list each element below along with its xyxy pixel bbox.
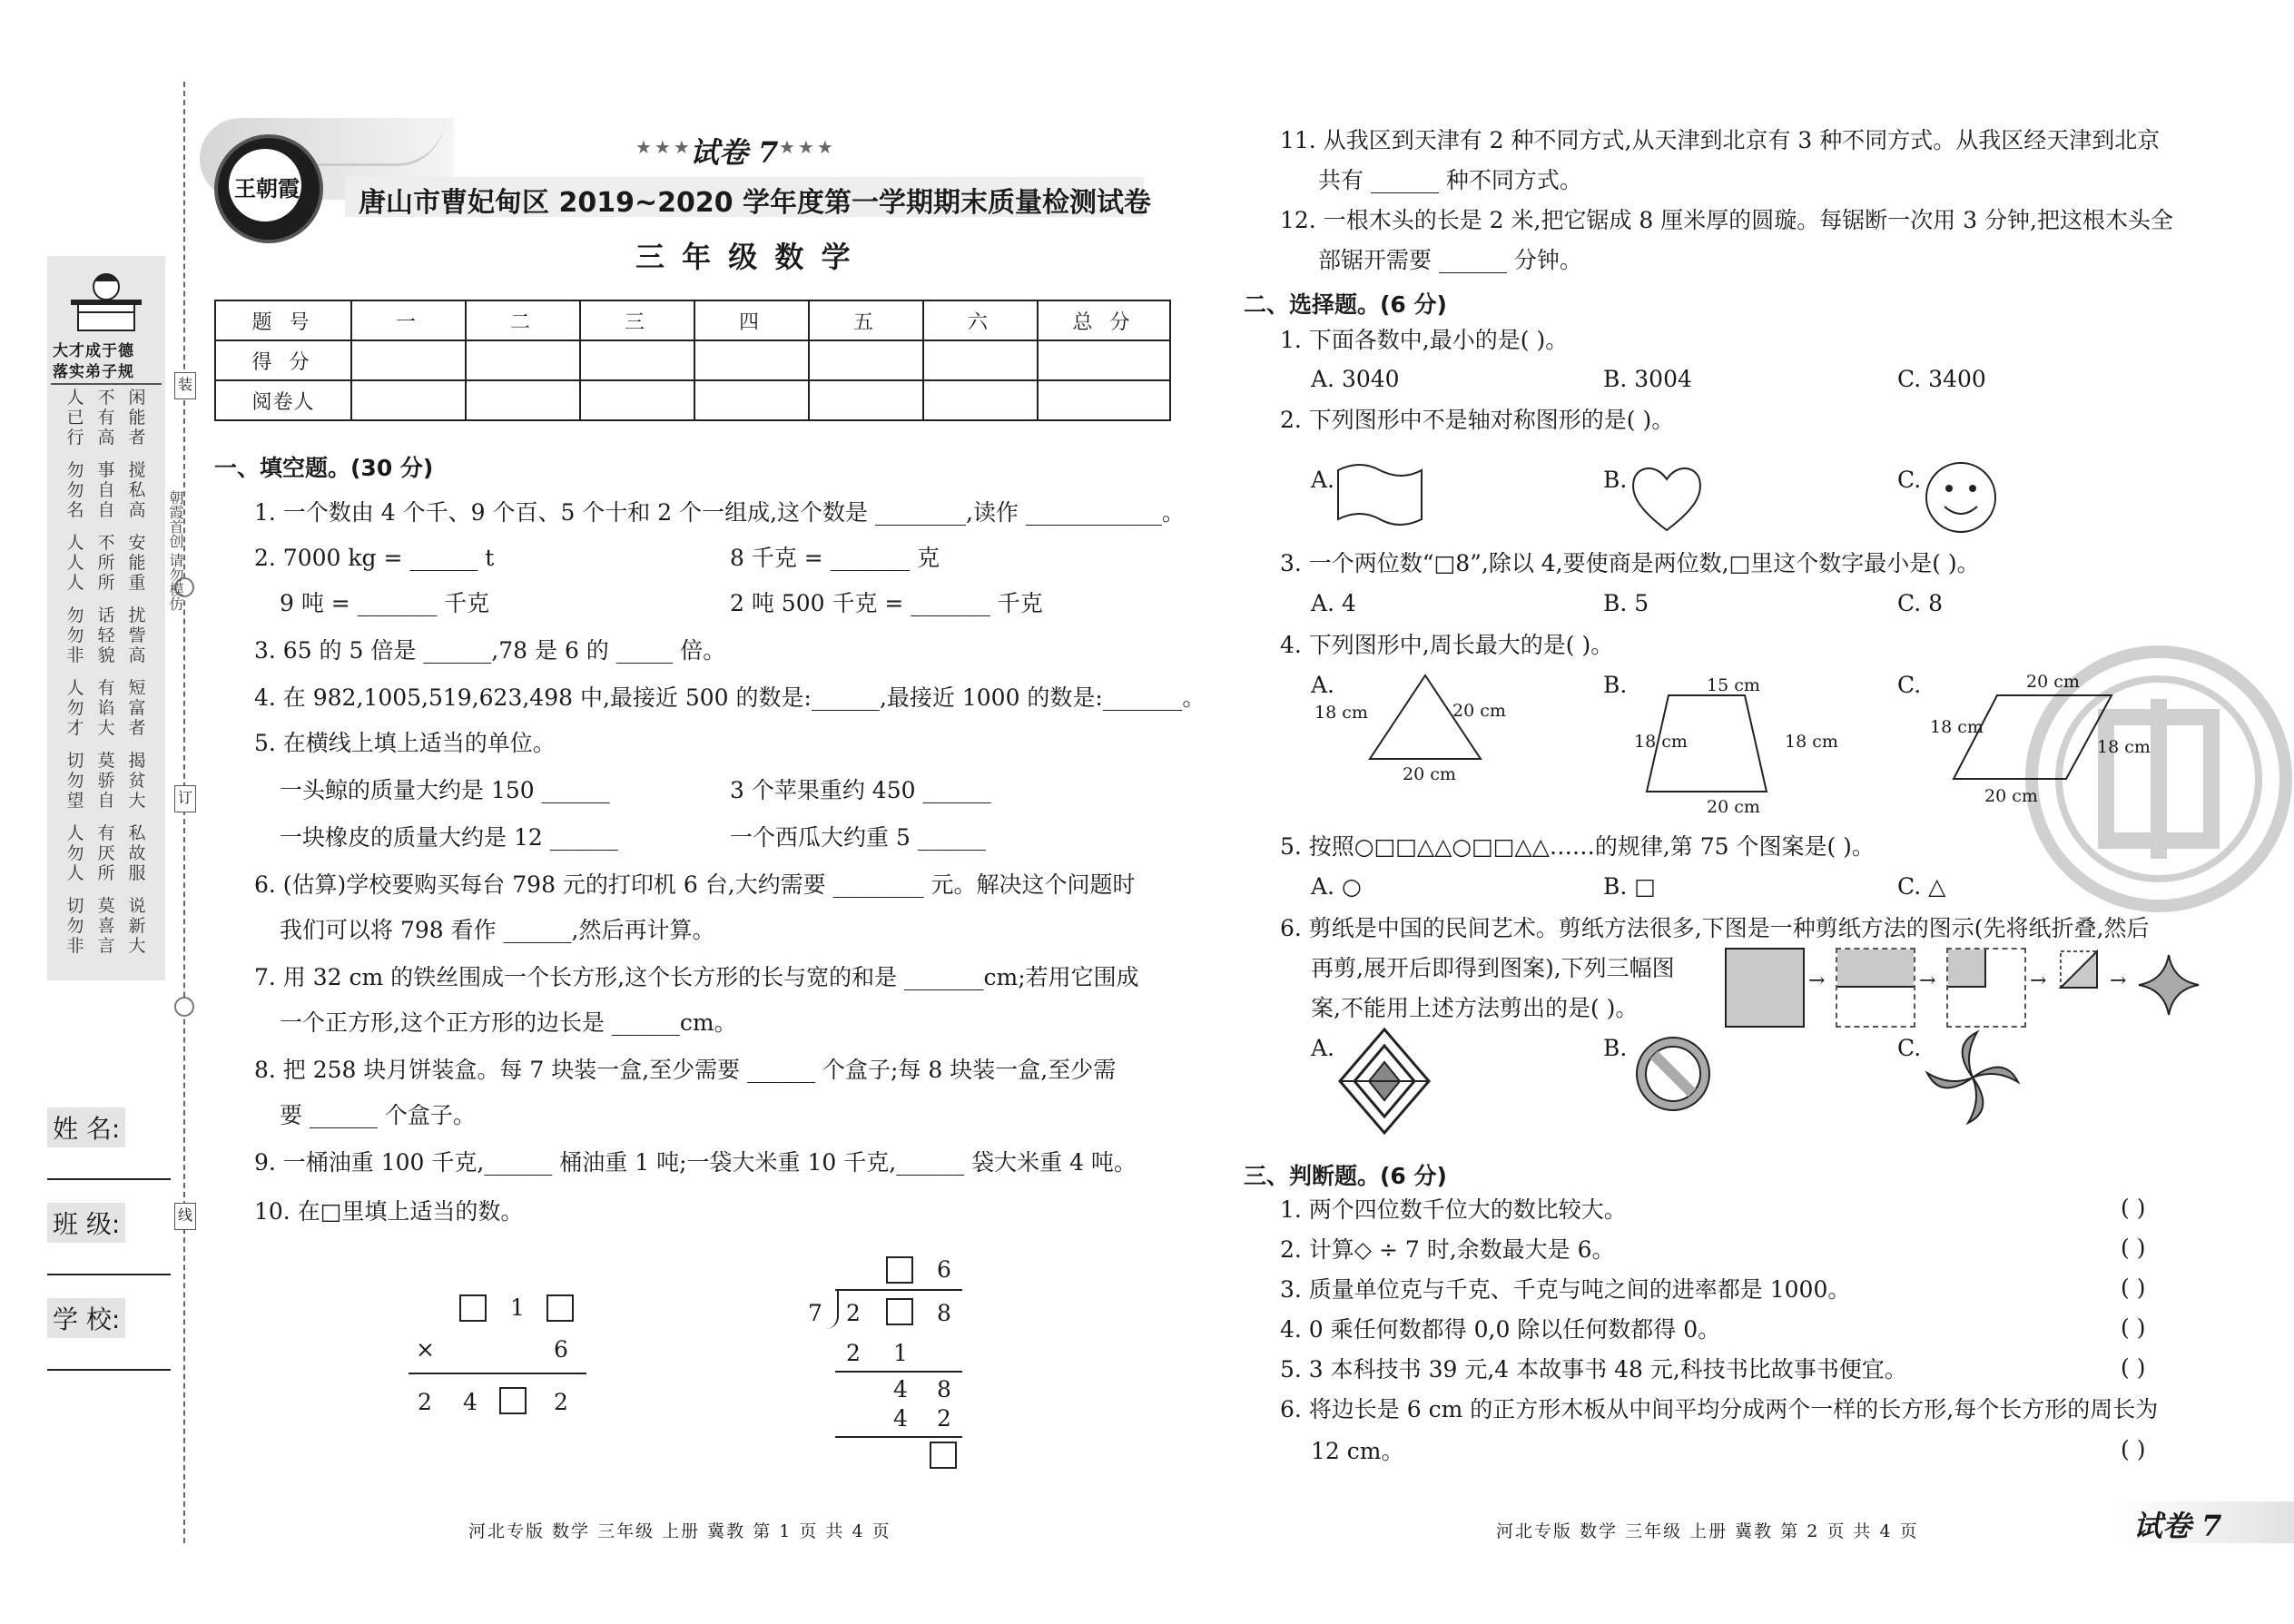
div-bracket (826, 1289, 839, 1329)
blank-box[interactable] (886, 1256, 913, 1284)
corner-badge: 试卷 7 (2133, 1509, 2222, 1543)
motto-column: 人勿人 (66, 823, 84, 883)
judge-1: 1. 两个四位数千位大的数比较大。 (1280, 1196, 1627, 1223)
score-cell[interactable] (809, 380, 923, 420)
choice-5-option-c[interactable]: C. △ (1897, 873, 1946, 900)
choice-1-option-c[interactable]: C. 3400 (1897, 366, 1986, 392)
choice-6-option-b[interactable]: B. (1603, 1035, 1628, 1061)
choice-4-option-c[interactable]: C. (1897, 672, 1922, 698)
motto-column: 不所所 (97, 533, 115, 593)
choice-2-option-c[interactable]: C. (1897, 467, 1922, 493)
motto-column: 扰訾高 (128, 605, 146, 665)
motto-column: 切勿非 (66, 896, 84, 956)
smiley-shape (1923, 459, 1999, 536)
score-header-cell: 总 分 (1038, 300, 1170, 340)
score-cell[interactable] (351, 340, 466, 380)
binding-hole (174, 997, 194, 1017)
choice-1: 1. 下面各数中,最小的是( )。 (1280, 327, 1569, 353)
score-cell[interactable] (1038, 340, 1170, 380)
blank-box[interactable] (459, 1294, 487, 1322)
section-choice: 二、选择题。(6 分) (1244, 291, 1447, 318)
binding-line-mark: 装 (174, 372, 196, 399)
choice-3-option-a[interactable]: A. 4 (1311, 590, 1356, 616)
badge-stars-left: ★★★ (635, 136, 693, 158)
question-5c: 一块橡皮的质量大约是 12 ______ (280, 824, 618, 851)
question-5d: 一个西瓜大约重 5 ______ (730, 824, 986, 851)
div-digit: 1 (893, 1340, 908, 1366)
badge-stars-right: ★★★ (779, 136, 836, 158)
blank-box[interactable] (886, 1298, 913, 1325)
question-2d: 2 吨 500 千克 = _______ 千克 (730, 590, 1043, 616)
motto-column: 话轻貌 (97, 605, 115, 665)
trap-bottom-label: 20 cm (1707, 797, 1760, 817)
question-2b: 8 千克 = _______ 克 (730, 545, 940, 571)
fold-arrow: → (2030, 969, 2047, 992)
mult-digit: 4 (463, 1389, 478, 1415)
tri-left-label: 18 cm (1314, 703, 1368, 723)
question-8a: 8. 把 258 块月饼装盒。每 7 块装一盒,至少需要 ______ 个盒子;每 8 块装一盒,至少需 (254, 1057, 1117, 1083)
question-2c: 9 吨 = _______ 千克 (280, 590, 490, 616)
choice-3: 3. 一个两位数“□8”,除以 4,要使商是两位数,□里这个数字最小是( )。 (1280, 550, 1980, 576)
motto-column: 有谄大 (97, 678, 115, 738)
motto-column: 人已行 (66, 388, 84, 448)
choice-1-option-b[interactable]: B. 3004 (1603, 366, 1692, 392)
question-5: 5. 在横线上填上适当的单位。 (254, 730, 556, 756)
motto-column: 事自自 (97, 460, 115, 520)
mult-digit: 1 (510, 1294, 525, 1321)
motto-column: 搅私高 (128, 460, 146, 520)
choice-2-option-b[interactable]: B. (1603, 467, 1628, 493)
exam-title: 唐山市曹妃甸区 2019~2020 学年度第一学期期末质量检测试卷 (359, 187, 1152, 219)
scholar-illustration (65, 265, 147, 338)
tri-bottom-label: 20 cm (1403, 764, 1456, 784)
logo-seal (214, 134, 323, 243)
para-bottom-label: 20 cm (1984, 786, 2038, 806)
seal-side-text: 朝霞首创 请勿模仿 (167, 490, 184, 612)
binding-dashed-line (183, 82, 185, 1543)
judge-5-answer[interactable]: ( ) (2121, 1354, 2146, 1381)
score-row-label: 得 分 (215, 340, 351, 380)
score-row (215, 340, 1170, 380)
question-1: 1. 一个数由 4 个千、9 个百、5 个十和 2 个一组成,这个数是 ________,读作 ____________。 (254, 499, 1185, 526)
reviewer-row (215, 380, 1170, 420)
fold-step-2 (1836, 948, 1915, 1028)
question-11a: 11. 从我区到天津有 2 种不同方式,从天津到北京有 3 种不同方式。从我区经天津到北京 (1280, 127, 2161, 153)
question-10: 10. 在□里填上适当的数。 (254, 1198, 524, 1225)
name-label: 姓 名: (47, 1107, 125, 1147)
choice-2-option-a[interactable]: A. (1311, 467, 1335, 493)
choice-3-option-c[interactable]: C. 8 (1897, 590, 1944, 616)
fold-step-3 (1946, 948, 2026, 1028)
mult-digit: 2 (418, 1389, 432, 1415)
trap-top-label: 15 cm (1707, 675, 1760, 695)
judge-3: 3. 质量单位克与千克、千克与吨之间的进率都是 1000。 (1280, 1276, 1851, 1303)
papercut-circle-slash (1632, 1033, 1714, 1115)
judge-6-answer[interactable]: ( ) (2121, 1436, 2146, 1462)
question-7a: 7. 用 32 cm 的铁丝围成一个长方形,这个长方形的长与宽的和是 _______cm;若用它围成 (254, 964, 1139, 990)
blank-box[interactable] (930, 1442, 957, 1469)
judge-6b: 12 cm。 (1311, 1438, 1404, 1464)
score-header-row (215, 300, 1170, 340)
judge-4: 4. 0 乘任何数都得 0,0 除以任何数都得 0。 (1280, 1316, 1721, 1343)
choice-5-option-b[interactable]: B. □ (1603, 873, 1656, 900)
motto-column: 不有高 (97, 388, 115, 448)
choice-6-option-c[interactable]: C. (1897, 1035, 1922, 1061)
question-11b: 共有 ______ 种不同方式。 (1318, 167, 1582, 193)
motto-column: 人勿才 (66, 678, 84, 738)
question-3: 3. 65 的 5 倍是 ______,78 是 6 的 _____ 倍。 (254, 637, 726, 664)
class-label: 班 级: (47, 1203, 125, 1243)
motto-column: 切勿望 (66, 751, 84, 811)
div-digit: 6 (937, 1256, 951, 1283)
binding-line-mark: 订 (174, 785, 196, 812)
score-row-label: 阅卷人 (215, 380, 351, 420)
name-line (47, 1178, 171, 1180)
score-header-cell: 题 号 (215, 300, 351, 340)
binding-line-mark: 线 (174, 1203, 196, 1230)
question-7b: 一个正方形,这个正方形的边长是 ______cm。 (280, 1009, 737, 1036)
choice-4: 4. 下列图形中,周长最大的是( )。 (1280, 632, 1614, 658)
motto-column: 说新大 (128, 896, 146, 956)
motto-panel (47, 256, 165, 980)
question-12b: 部锯开需要 ______ 分钟。 (1318, 247, 1582, 273)
motto-column: 有厌所 (97, 823, 115, 883)
motto-column: 勿勿非 (66, 605, 84, 665)
fold-step-1 (1725, 948, 1805, 1028)
trap-right-label: 18 cm (1785, 732, 1838, 752)
motto-column: 莫喜言 (97, 896, 115, 956)
question-8b: 要 ______ 个盒子。 (280, 1102, 476, 1128)
div-digit: 7 (808, 1300, 822, 1326)
choice-1-option-a[interactable]: A. 3040 (1311, 366, 1400, 392)
score-cell[interactable] (580, 380, 694, 420)
choice-5: 5. 按照○□□△△○□□△△……的规律,第 75 个图案是( )。 (1280, 833, 1875, 860)
score-header-cell: 三 (580, 300, 694, 340)
mult-digit: 6 (554, 1336, 568, 1363)
flag-shape (1334, 463, 1425, 528)
choice-6b: 再剪,展开后即得到图案),下列三幅图 (1311, 955, 1675, 981)
score-cell[interactable] (923, 380, 1038, 420)
question-2a: 2. 7000 kg = ______ t (254, 545, 495, 571)
score-cell[interactable] (580, 340, 694, 380)
score-cell[interactable] (694, 380, 809, 420)
school-label: 学 校: (47, 1298, 125, 1338)
papercut-diamond (1334, 1024, 1434, 1138)
motto-column: 安能重 (128, 533, 146, 593)
class-line (47, 1274, 171, 1275)
motto-column: 莫骄自 (97, 751, 115, 811)
logo-text: 王朝霞 (234, 175, 300, 202)
score-cell[interactable] (466, 340, 580, 380)
section-judge: 三、判断题。(6 分) (1244, 1163, 1447, 1189)
choice-3-option-b[interactable]: B. 5 (1603, 590, 1649, 616)
choice-6-option-a[interactable]: A. (1311, 1035, 1335, 1061)
fold-step-4 (2057, 948, 2102, 993)
para-top-label: 20 cm (2026, 672, 2080, 692)
choice-2: 2. 下列图形中不是轴对称图形的是( )。 (1280, 407, 1675, 433)
motto-column: 揭贫大 (128, 751, 146, 811)
score-cell[interactable] (351, 380, 466, 420)
div-digit: 2 (846, 1300, 861, 1326)
score-cell[interactable] (1038, 380, 1170, 420)
judge-2: 2. 计算◇ ÷ 7 时,余数最大是 6。 (1280, 1236, 1615, 1263)
choice-6a: 6. 剪纸是中国的民间艺术。剪纸方法很多,下图是一种剪纸方法的图示(先将纸折叠,然后 (1280, 915, 2150, 941)
papercut-swirl (1923, 1028, 2023, 1127)
div-digit: 8 (937, 1300, 951, 1326)
para-right-label: 18 cm (2097, 737, 2151, 757)
fold-arrow: → (1919, 969, 1936, 992)
motto-column: 勿勿名 (66, 460, 84, 520)
section-fill-blank: 一、填空题。(30 分) (214, 455, 434, 481)
fold-arrow: → (2110, 969, 2127, 992)
judge-5: 5. 3 本科技书 39 元,4 本故事书 48 元,科技书比故事书便宜。 (1280, 1356, 1907, 1383)
judge-2-answer[interactable]: ( ) (2121, 1235, 2146, 1261)
score-header-cell: 四 (694, 300, 809, 340)
div-digit: 4 (893, 1376, 908, 1403)
division-puzzle (802, 1253, 975, 1471)
secret-seal-watermark (2024, 645, 2293, 913)
score-header-cell: 二 (466, 300, 580, 340)
score-header-cell: 五 (809, 300, 923, 340)
motto-column: 闲能者 (128, 388, 146, 448)
motto-rule (51, 383, 162, 385)
choice-6c: 案,不能用上述方法剪出的是( )。 (1311, 995, 1639, 1021)
judge-6a: 6. 将边长是 6 cm 的正方形木板从中间平均分成两个一样的长方形,每个长方形的周长为 (1280, 1396, 2159, 1422)
right-footer: 河北专版 数学 三年级 上册 冀教 第 2 页 共 4 页 (1496, 1521, 1919, 1541)
question-6b: 我们可以将 798 看作 ______,然后再计算。 (280, 917, 715, 943)
question-9: 9. 一桶油重 100 千克,______ 桶油重 1 吨;一袋大米重 10 千克,______ 袋大米重 4 吨。 (254, 1149, 1137, 1176)
question-4: 4. 在 982,1005,519,623,498 中,最接近 500 的数是:______,最接近 1000 的数是:_______。 (254, 684, 1206, 711)
score-cell[interactable] (694, 340, 809, 380)
div-digit: 2 (937, 1405, 951, 1432)
score-cell[interactable] (923, 340, 1038, 380)
score-table (214, 300, 1171, 421)
para-left-label: 18 cm (1930, 717, 1984, 737)
question-5b: 3 个苹果重约 450 ______ (730, 777, 991, 803)
question-6a: 6. (估算)学校要购买每台 798 元的打印机 6 台,大约需要 ________ 元。解决这个问题时 (254, 871, 1136, 898)
div-digit: 8 (937, 1376, 951, 1403)
times-sign: × (416, 1336, 435, 1363)
judge-3-answer[interactable]: ( ) (2121, 1275, 2146, 1301)
multiplication-puzzle (409, 1289, 590, 1425)
score-header-cell: 六 (923, 300, 1038, 340)
div-digit: 2 (846, 1340, 861, 1366)
motto-column: 短富者 (128, 678, 146, 738)
choice-4-option-a[interactable]: A. (1311, 672, 1335, 698)
div-bar (835, 1289, 962, 1291)
choice-4-option-b[interactable]: B. (1603, 672, 1628, 698)
left-footer: 河北专版 数学 三年级 上册 冀教 第 1 页 共 4 页 (468, 1521, 891, 1541)
judge-4-answer[interactable]: ( ) (2121, 1314, 2146, 1341)
score-cell[interactable] (466, 380, 580, 420)
question-5a: 一头鲸的质量大约是 150 ______ (280, 777, 610, 803)
motto-bottom: 落实弟子规 (53, 363, 134, 381)
div-rule (835, 1371, 962, 1373)
trap-left-label: 18 cm (1634, 732, 1688, 752)
score-header-cell: 一 (351, 300, 466, 340)
exam-subtitle: 三 年 级 数 学 (635, 240, 854, 274)
motto-top: 大才成于德 (53, 342, 134, 360)
score-cell[interactable] (809, 340, 923, 380)
mult-digit: 2 (554, 1389, 568, 1415)
heart-shape (1629, 461, 1705, 534)
fold-arrow: → (1808, 969, 1826, 992)
div-digit: 4 (893, 1405, 908, 1432)
blank-box[interactable] (546, 1294, 574, 1322)
blank-box[interactable] (499, 1387, 527, 1414)
div-rule (835, 1436, 962, 1438)
fold-step-2-fill (1837, 950, 1914, 988)
fold-result-star (2137, 953, 2200, 1017)
motto-column: 人人人 (66, 533, 84, 593)
choice-5-option-a[interactable]: A. ○ (1311, 873, 1362, 900)
mult-rule (409, 1373, 586, 1374)
tri-right-label: 20 cm (1452, 701, 1506, 721)
judge-1-answer[interactable]: ( ) (2121, 1195, 2146, 1221)
school-line (47, 1369, 171, 1371)
motto-column: 私故服 (128, 823, 146, 883)
fold-step-3-fill (1948, 950, 1986, 988)
question-12a: 12. 一根木头的长是 2 米,把它锯成 8 厘米厚的圆璇。每锯断一次用 3 分钟,把这根木头全 (1280, 207, 2173, 233)
exam-badge: 试卷 7 (690, 135, 779, 170)
